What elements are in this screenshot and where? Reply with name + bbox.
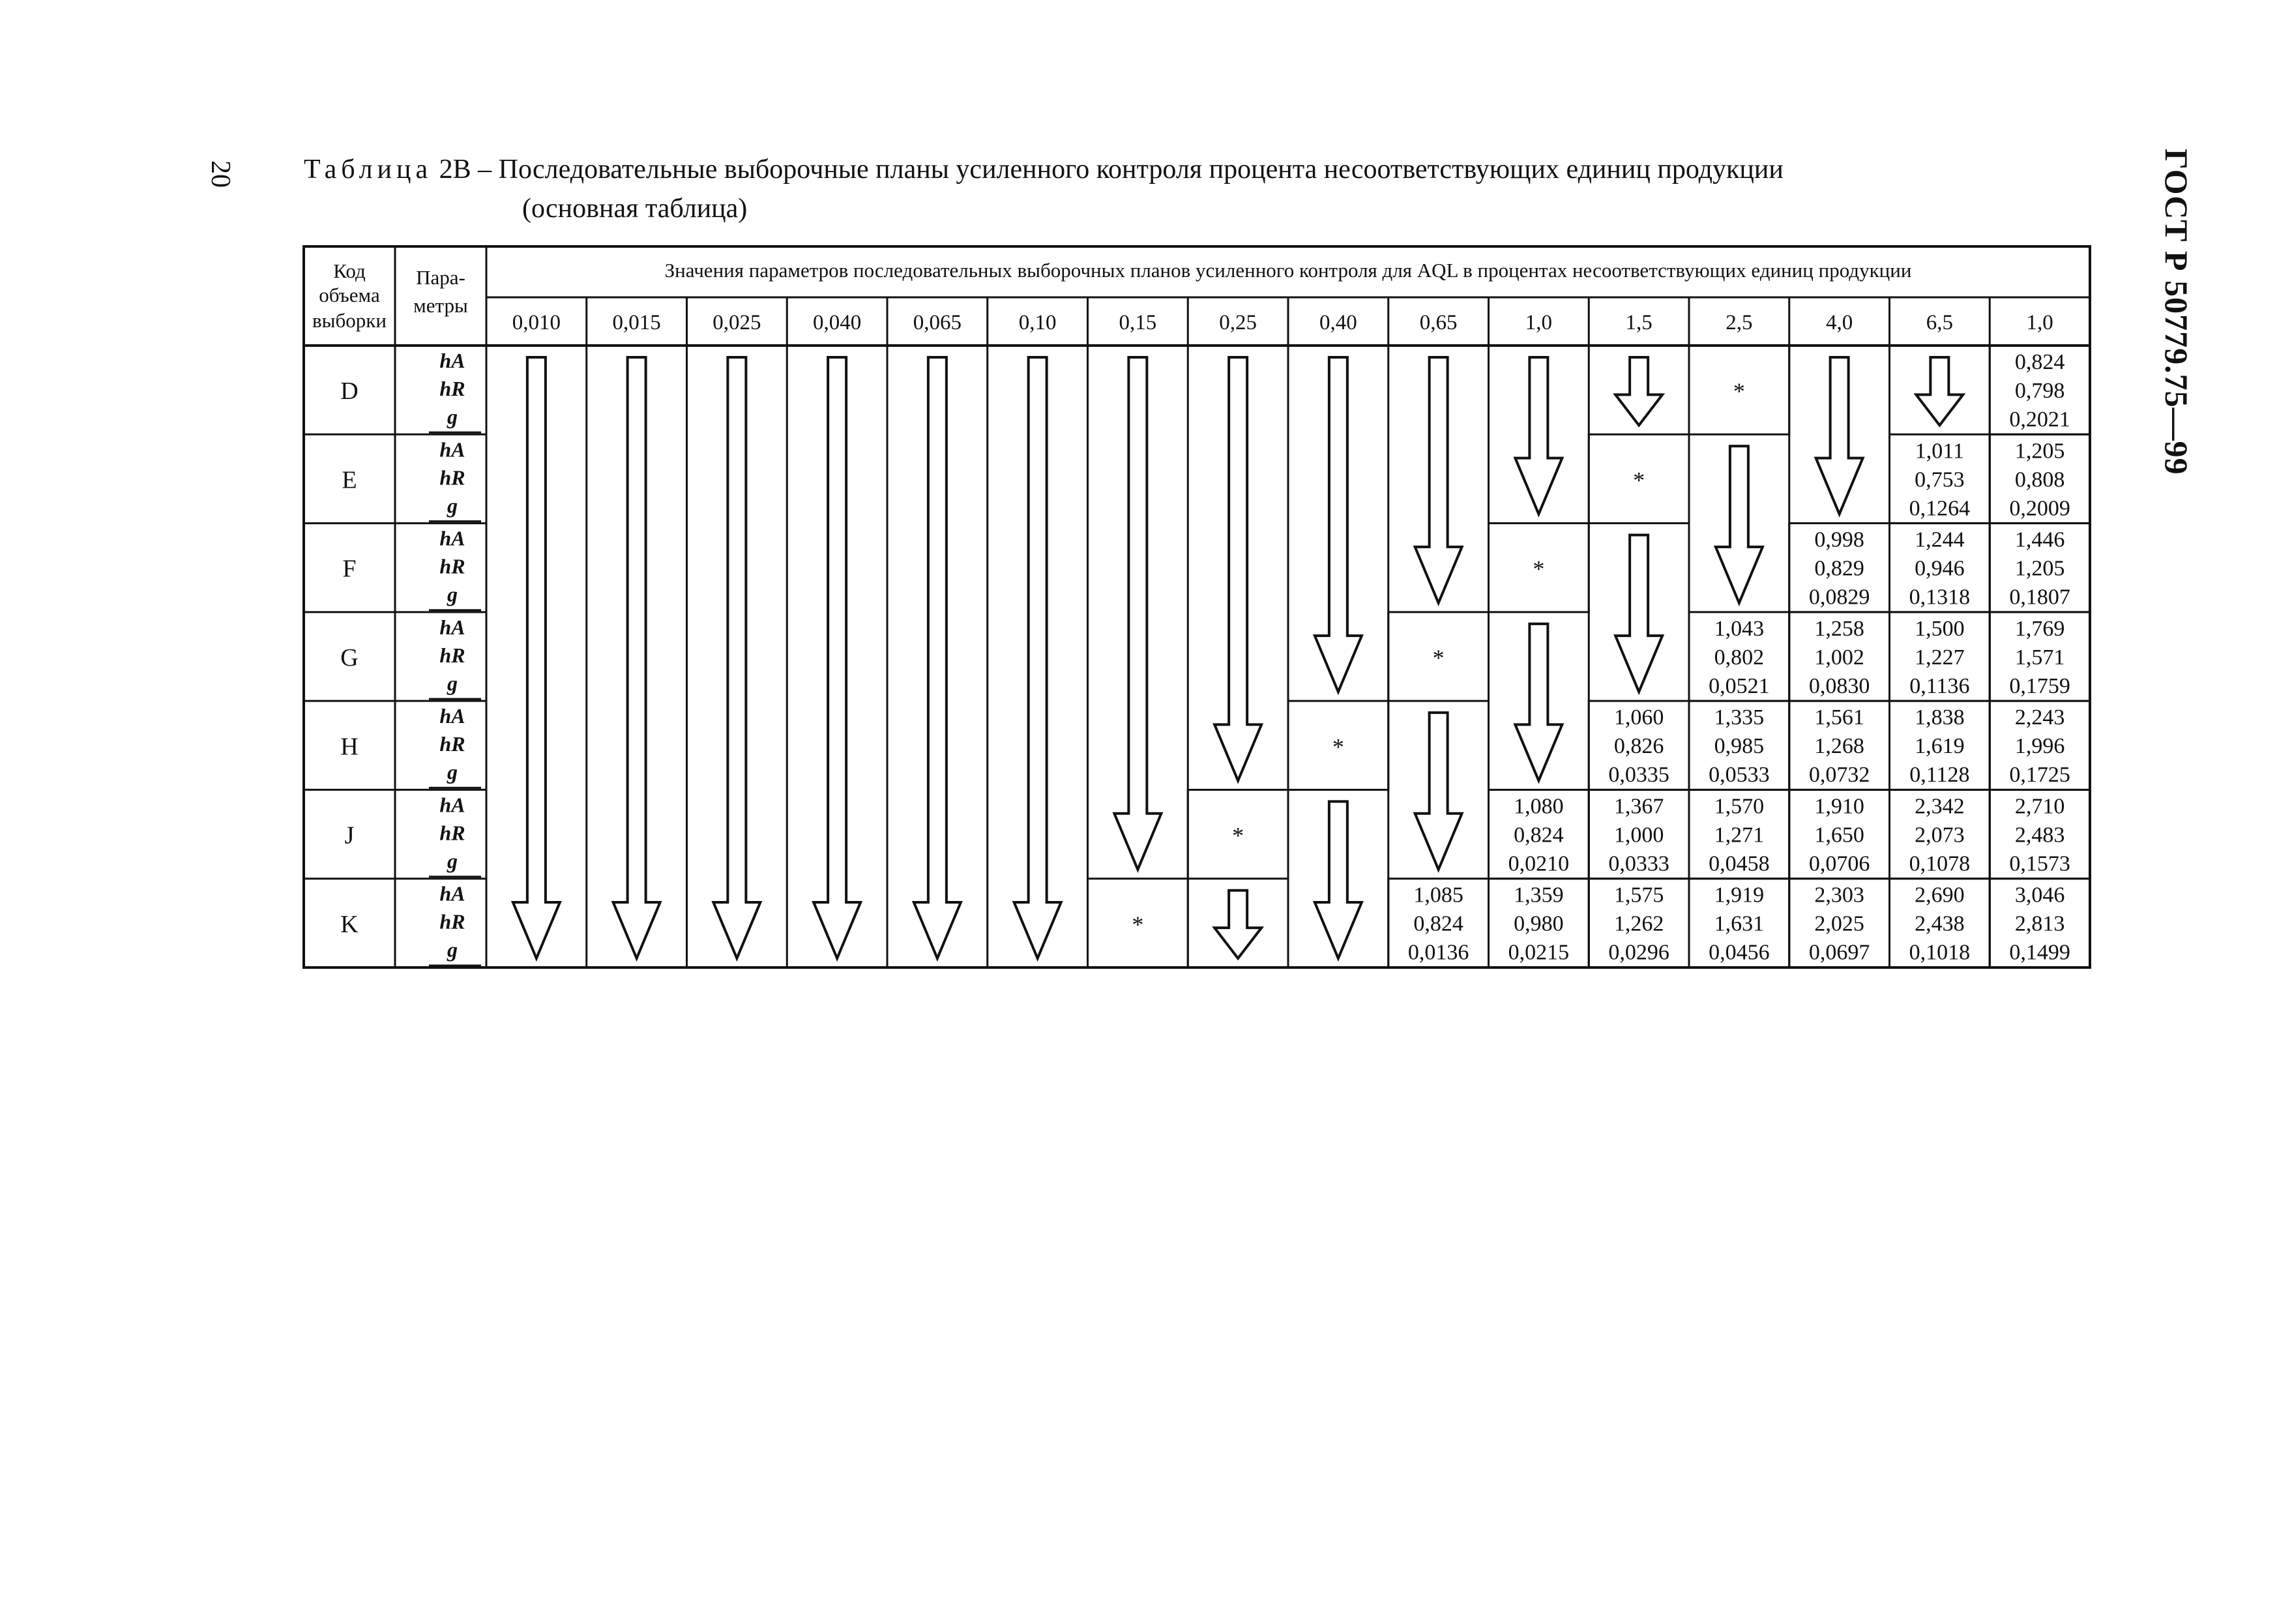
plan-value: 0,1018 [1909,940,1971,965]
plan-value: 0,829 [1814,556,1864,581]
plan-value: 1,268 [1814,734,1864,759]
aql-header-cell: 0,15 [1119,311,1157,334]
plan-value: 3,046 [2014,883,2065,908]
plan-value: 0,0830 [1808,673,1870,698]
plan-value: 0,1807 [2009,585,2070,610]
sample-size-code: D [340,377,359,406]
parameter-label: hR [439,732,465,756]
parameter-label: g [447,405,458,428]
plan-value: 1,244 [1915,527,1965,552]
plan-value: 1,650 [1814,823,1864,848]
sample-size-code: K [340,910,359,938]
plan-value: 1,561 [1814,705,1864,730]
down-arrow-icon [814,357,860,958]
plan-value: 0,1128 [1909,763,1970,788]
document-code: ГОСТ Р 50779.75—99 [2158,149,2195,475]
page-number: 20 [205,160,235,188]
aql-header-cell: 0,010 [512,311,561,334]
plan-value: 1,262 [1613,911,1664,936]
plan-value: 0,985 [1714,734,1765,759]
parameter-label: g [447,937,458,962]
parameter-label: g [447,760,458,784]
plan-value: 1,996 [2014,734,2065,759]
plan-value: 1,271 [1714,823,1765,848]
plan-value: 0,0521 [1709,673,1770,698]
sample-size-code: J [344,821,355,849]
down-arrow-icon [713,357,760,958]
plan-value: 0,0458 [1709,851,1770,876]
aql-header-cell: 2,5 [1726,311,1753,334]
plan-value: 0,1078 [1909,851,1971,876]
plan-value: 0,980 [1514,911,1564,936]
aql-header-cell: 1,0 [2026,311,2053,334]
header-code-line: выборки [312,309,387,332]
down-arrow-icon [1114,357,1161,870]
plan-value: 1,060 [1613,705,1664,730]
plan-value: 0,824 [1413,911,1463,936]
aql-header-cell: 0,040 [813,311,862,334]
down-arrow-icon [613,357,660,958]
plan-value: 1,500 [1915,616,1965,641]
plan-value: 0,802 [1714,645,1765,670]
sample-size-code: E [342,466,357,494]
down-arrow-icon [1014,357,1061,958]
plan-value: 0,1759 [2009,673,2070,698]
plan-value: 1,359 [1514,883,1564,908]
caption-text: Последовательные выборочные планы усиленного контроля процента несоответствующих единиц продукции [498,155,1784,185]
down-arrow-icon [914,357,961,958]
no-plan-star: * [1332,733,1344,760]
down-arrow-icon [1315,357,1362,692]
aql-header-cell: 0,065 [913,311,962,334]
parameter-label: g [447,494,458,518]
header-param-line: метры [413,294,468,317]
plan-value: 1,619 [1915,734,1965,759]
plan-value: 0,0829 [1808,585,1870,610]
aql-header-cell: 0,65 [1419,311,1458,334]
plan-value: 1,910 [1814,794,1864,819]
plan-value: 2,690 [1915,883,1965,908]
plan-value: 1,002 [1814,645,1864,670]
no-plan-star: * [1132,911,1144,937]
down-arrow-icon [1415,713,1462,870]
sample-size-code: G [340,644,359,672]
down-arrow-icon [1214,357,1261,780]
parameter-label: hR [439,465,465,490]
header-span-title: Значения параметров последовательных выборочных планов усиленного контроля для AQL в процентах несоответствующих единиц продукции [664,259,1912,282]
plan-value: 1,205 [2014,556,2065,581]
parameter-label: hR [439,909,465,934]
aql-header-cell: 0,015 [612,311,661,334]
sample-size-code: F [342,555,357,583]
plan-value: 2,073 [1915,823,1965,848]
plan-value: 0,0706 [1808,851,1870,876]
plan-value: 0,0697 [1808,940,1870,965]
parameter-label: hR [439,821,465,845]
plan-value: 1,631 [1714,911,1765,936]
plan-value: 0,0136 [1407,940,1469,965]
plan-value: 1,570 [1714,794,1765,819]
caption-number: 2В [439,155,471,185]
plan-value: 0,0533 [1709,763,1770,788]
plan-value: 1,769 [2014,616,2065,641]
plan-value: 1,575 [1613,883,1664,908]
aql-header-cell: 0,25 [1219,311,1257,334]
plan-value: 0,808 [2014,467,2065,492]
no-plan-star: * [1432,645,1445,671]
plan-value: 0,1725 [2009,763,2070,788]
plan-value: 0,0215 [1508,940,1570,965]
aql-header-cell: 1,5 [1625,311,1653,334]
plan-value: 1,227 [1915,645,1965,670]
plan-value: 1,205 [2014,439,2065,464]
plan-value: 1,571 [2014,645,2065,670]
plan-value: 1,367 [1613,794,1664,819]
parameter-label: hA [439,881,465,906]
down-arrow-icon [1415,357,1462,603]
header-param-line: Пара- [416,266,465,289]
down-arrow-icon [1816,357,1863,514]
plan-value: 0,1264 [1909,496,1971,521]
plan-value: 0,0333 [1608,851,1669,876]
no-plan-star: * [1533,555,1545,582]
plan-value: 0,826 [1613,734,1664,759]
aql-header-cell: 4,0 [1826,311,1853,334]
aql-header-cell: 0,10 [1018,311,1057,334]
aql-header-cell: 0,40 [1319,311,1357,334]
header-code-line: объема [319,284,380,306]
caption-dash: – [478,155,492,185]
plan-value: 0,0296 [1608,940,1669,965]
plan-value: 1,085 [1413,883,1463,908]
plan-value: 1,446 [2014,527,2065,552]
sample-size-code: H [340,733,359,761]
parameter-label: hR [439,377,465,400]
plan-value: 0,1573 [2009,851,2070,876]
parameter-label: hA [439,793,465,817]
parameter-label: hA [439,615,465,639]
parameter-label: g [447,671,458,695]
aql-header-cell: 0,025 [713,311,761,334]
plan-value: 1,258 [1814,616,1864,641]
plan-value: 0,1318 [1909,585,1971,610]
plan-value: 2,483 [2014,823,2065,848]
down-arrow-icon [1615,357,1662,425]
plan-value: 0,2021 [2009,407,2070,432]
plan-value: 0,998 [1814,527,1864,552]
plan-value: 0,1499 [2009,940,2070,965]
plan-value: 2,243 [2014,705,2065,730]
plan-value: 2,303 [1814,883,1864,908]
down-arrow-icon [1315,801,1362,958]
plan-value: 0,0210 [1508,851,1570,876]
plan-value: 2,438 [1915,911,1965,936]
down-arrow-icon [1615,535,1662,692]
parameter-label: g [447,582,458,606]
down-arrow-icon [513,357,560,958]
plan-value: 0,753 [1915,467,1965,492]
plan-value: 0,798 [2014,379,2065,403]
plan-value: 0,0456 [1709,940,1770,965]
caption-text-line2: (основная таблица) [522,194,748,224]
plan-value: 1,335 [1714,705,1765,730]
plan-value: 1,043 [1714,616,1765,641]
down-arrow-icon [1916,357,1963,425]
plan-value: 1,838 [1915,705,1965,730]
parameter-label: hA [439,704,465,728]
plan-value: 1,080 [1514,794,1564,819]
plan-value: 1,000 [1613,823,1664,848]
plan-value: 2,710 [2014,794,2065,819]
plan-value: 0,2009 [2009,496,2070,521]
plan-value: 1,011 [1915,439,1964,464]
down-arrow-icon [1515,357,1562,514]
plan-value: 0,946 [1915,556,1965,581]
plan-value: 0,0732 [1808,763,1870,788]
plan-value: 0,0335 [1608,763,1669,788]
plan-value: 0,824 [2014,350,2065,374]
down-arrow-icon [1515,624,1562,781]
parameter-label: hA [439,349,465,372]
down-arrow-icon [1214,891,1261,958]
parameter-label: hA [439,526,465,550]
aql-header-cell: 1,0 [1525,311,1552,334]
plan-value: 2,025 [1814,911,1864,936]
no-plan-star: * [1633,467,1645,494]
caption-label: Таблица [304,155,433,185]
no-plan-star: * [1733,378,1745,405]
parameter-label: g [447,849,458,873]
parameter-label: hA [439,437,465,462]
plan-value: 1,919 [1714,883,1765,908]
parameter-label: hR [439,554,465,578]
aql-header-cell: 6,5 [1926,311,1953,334]
plan-value: 0,824 [1514,823,1564,848]
parameter-label: hR [439,643,465,667]
plan-value: 2,342 [1915,794,1965,819]
no-plan-star: * [1232,822,1244,849]
header-code-line: Код [333,259,366,282]
down-arrow-icon [1716,446,1763,603]
plan-value: 0,1136 [1909,673,1970,698]
plan-value: 2,813 [2014,911,2065,936]
